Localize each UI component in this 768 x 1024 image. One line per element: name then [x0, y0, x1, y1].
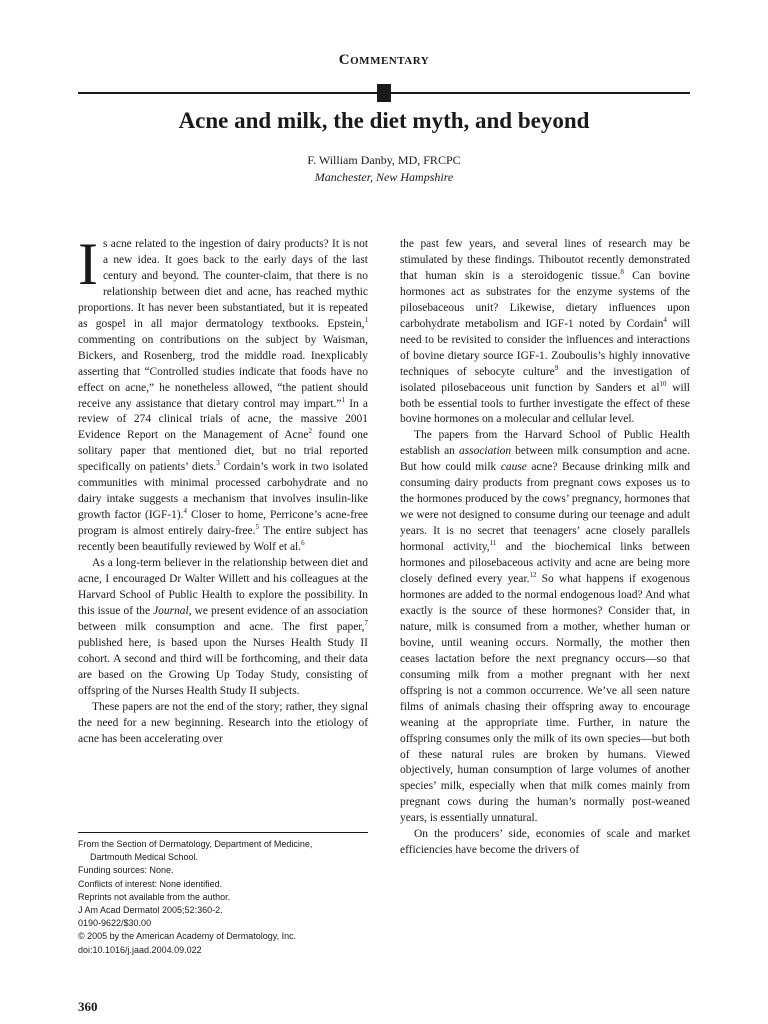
reference-mark: 11 [489, 539, 497, 548]
reference-mark: 5 [255, 523, 259, 532]
reference-mark: 3 [216, 459, 220, 468]
body-column-left [78, 231, 369, 748]
reference-mark: 7 [364, 619, 368, 628]
author-name: F. William Danby, MD, FRCPC [307, 153, 461, 167]
footnotes [78, 838, 370, 957]
reference-mark: 4 [183, 507, 187, 516]
page-number: 360 [78, 999, 98, 1014]
reference-mark: 2 [308, 427, 312, 436]
article-title: Acne and milk, the diet myth, and beyond [178, 108, 590, 133]
reference-mark: 1 [341, 395, 345, 404]
footnote-funding: Funding sources: None. [78, 865, 174, 876]
footnote-doi: doi:10.1016/j.jaad.2004.09.022 [78, 944, 202, 955]
reference-mark: 10 [659, 379, 667, 388]
reference-mark: 12 [529, 571, 537, 580]
footnote-reprints: Reprints not available from the author. [78, 891, 231, 902]
footnote-from-cont: Dartmouth Medical School. [90, 852, 199, 863]
paragraph-4: the past few years, and several lines of research may be stimulated by these findings. Thiboutot recently demonstrated that human skin is a steroidogenic tissue.$^8$ Can bovine hormones act as substrates for the enzyme systems of the pilosebaceous unit? Likewise, dietary influences upon carbohydrate metabolism and IGF-1 noted by Cordain$^4$ will need to be revisited to consider the influences and interactions of bovine dietary source IGF-1. Zouboulis’s highly innovative techniques of sebocyte culture$^9$ and the investigation of isolated pilosebaceous unit function by Sanders et $al^{10}$ will both be essential tools to further investigate the effect of these bovine hormones on a molecular and cellular level. [400, 238, 691, 426]
drop-cap: I [78, 231, 98, 297]
reference-mark: 4 [663, 315, 667, 324]
reference-mark: 8 [620, 268, 624, 277]
reference-mark: 6 [301, 539, 305, 548]
paragraph-3: These papers are not the end of the story; rather, they signal the need for a new beginning. Research into the etiology of acne has been accelerating over [78, 700, 368, 745]
footnote-rule [78, 832, 368, 833]
section-label: Commentary [338, 52, 430, 68]
reference-mark: 1 [364, 315, 368, 324]
reference-mark: 9 [554, 363, 559, 372]
footnote-citation: J Am Acad Dermatol 2005;52:360-2. [78, 905, 223, 916]
footnote-issn: 0190-9622/$30.00 [78, 918, 152, 929]
footnote-conflicts: Conflicts of interest: None identified. [78, 878, 223, 889]
paragraph-2: As a long-term believer in the relationship between diet and acne, I encouraged Dr Walter Willett and his colleagues at the Harvard School of Public Health to explore the possibility. In this issue of the Journal, we present evidence of an association between milk consumption and acne. The first paper,$^7$ published here, is based upon the Nurses Health Study II cohort. A second and third will be forthcoming, and their data are based on the Growing Up Today Study, consisting of offspring of the Nurses Health Study II subjects. [78, 557, 369, 697]
body-column-right [400, 237, 690, 859]
footnote-from: From the Section of Dermatology, Department of Medicine, [78, 839, 313, 849]
author-affiliation: Manchester, New Hampshire [314, 170, 454, 184]
paragraph-1: Is acne related to the ingestion of dairy products? It is not a new idea. It goes back to the early days of the last century and beyond. The counter-claim, that there is no relationship between diet and acne, has reached mythic proportions. It has never been substantiated, but it is repeated as gospel in all major dermatology textbooks. Epstein,$^1$ commenting on contributions on the subject by Waisman, Bickers, and Rosenberg, trod the middle road. Inexplicably asserting that “Controlled studies indicate that foods have no effect on acne,” he nonetheless allowed, “the patient should receive any assistance that dietary control may impart.”$^1$ In a review of 274 clinical trials of acne, the massive 2001 Evidence Report on the Management of Acne$^2$ found one solitary paper that mentioned diet, but no trial reported specifically on patients’ diets.$^3$ Cordain’s work in two isolated communities with minimal processed carbohydrate and no dairy intake suggests a mechanism that involves insulin-like growth factor (IGF-1).$^4$ Closer to home, Perricone’s acne-free program is almost entirely dairy-free.$^5$ The entire subject has recently been beautifully reviewed by Wolf et al.$^6$ [78, 231, 369, 554]
header-rule-marker [377, 84, 391, 102]
paragraph-5: The papers from the Harvard School of Public Health establish an association between milk consumption and acne. But how could milk cause acne? Because drinking milk and consuming dairy products from pregnant cows exposes us to the hormones produced by the cows’ pregnancy, hormones that we were not designed to consume during our teenage and adult years. It is no secret that teenagers’ acne closely parallels hormonal activity,$^{11}$ and the biochemical links between hormones and pilosebaceous activity and acne are being more closely defined every year.$^{12}$ So what happens if exogenous hormones are added to the normal endogenous load? And what exactly is the source of these hormones? Consider that, in nature, milk is consumed from a mother, whether human or bovine, until weaning occurs. Normally, the mother then ceases lactation before the next pregnancy occurs—so that consuming milk from a mother pregnant with her next offspring is not a common occurrence. We’ve all seen nature films of animals chasing their offspring away to encourage weaning at the appropriate time. Further, in nature the offspring consumes only the milk of its own species—but both of these natural rules are broken by humans. Viewed objectively, human consumption of large volumes of another species’ milk, especially when that milk comes mainly from pregnant cows during the human’s normally post-weaned years, is essentially unnatural. [400, 429, 690, 825]
footnote-copyright: © 2005 by the American Academy of Dermatology, Inc. [78, 931, 297, 942]
paragraph-6: On the producers’ side, economies of scale and market efficiencies have become the drivers of [400, 828, 690, 857]
